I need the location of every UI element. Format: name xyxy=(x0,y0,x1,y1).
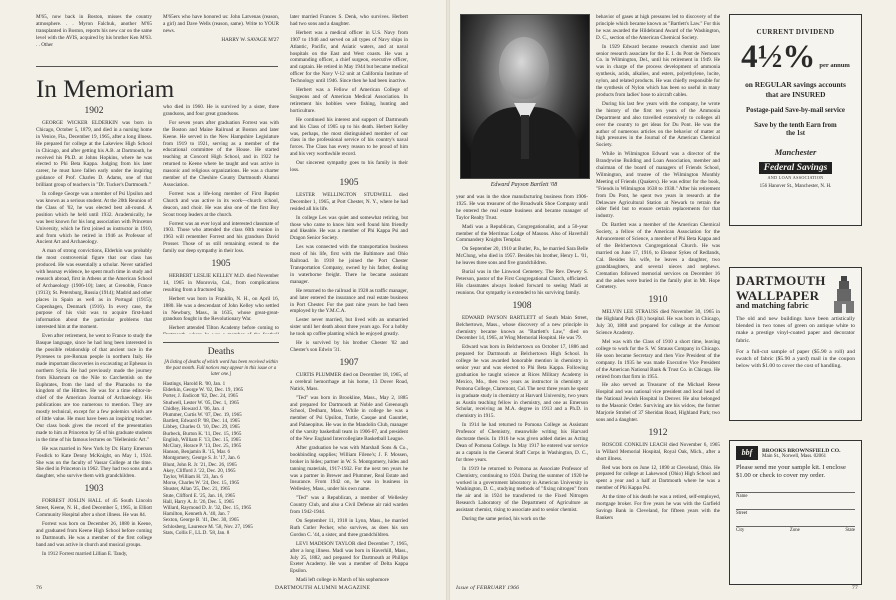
obituary-paragraph: He returned to the railroad in 1928 as traffic manager, and later entered the insurance and real estate business in Port Chester. For the past nine years he had been employed by the Y.M.C.A. xyxy=(290,287,408,315)
obituary-paragraph: Forrest was born on December 26, 1880 in Keene, and graduated from Keene High School before coming to Dartmouth. He was a member of the first college band and was active in church and musical groups. xyxy=(36,520,152,548)
zone-label: Zone xyxy=(789,528,800,533)
death-entry: Libbey, Charles O. '10, Dec. 29, 1965 xyxy=(163,424,240,431)
intro-paragraph: M'65, now back in Boston, misses the country atmosphere. . . Myron Falchuk, another M'65 transplanted in Boston, reports his new car on the same level with the AVIS, acquired by his brother Ken M'63. . . Other xyxy=(36,14,152,48)
death-entry: Stats, Collis F., LL.D. '58, Jan. 8 xyxy=(163,529,230,536)
bank-logo-top: Manchester xyxy=(774,146,817,157)
savings-ad xyxy=(729,14,862,226)
wallpaper-title: DARTMOUTH WALLPAPER xyxy=(736,273,826,303)
death-entry: McClary, Horace P. '13, Dec. 25, 1965 xyxy=(163,443,242,450)
death-entry: Hanson, Benjamin R. '15, Mar. 6 xyxy=(163,449,230,456)
intro-column-right xyxy=(163,14,279,62)
bank-logo xyxy=(730,147,861,180)
obituary-paragraph: For seven years after graduation Forrest was with the Boston and Maine Railroad at Boston and later Keene. He served in the New Hampshire Legislature from 1919 to 1921, serving as a member of the educational committee of the House. He started teaching at Concord High School, and in 1922 he returned to Keene where he taught and was active in masonic and religious organizations. He was a charter member of the Cheshire County Dartmouth Alumni Association. xyxy=(163,119,279,188)
city-zone-state-field[interactable] xyxy=(736,516,855,527)
obituary-paragraph: HERBERT LESLIE KELLEY M.D. died November 14, 1965 in Monrovia, Cal., from complications resulting from a fractured hip. xyxy=(163,273,279,293)
obituary-paragraph: After graduation he was with Marshall Sons & Co., bookbinding supplies; William Filene's; J. F. Mossen, broker in hides; partner in W. S. Montgomery, hides and tanning materials, 1917-1932. For the next ten years he was a partner in Brewer and Plummer, Real Estate and Insurance. From 1942 on, he was in business in Wellesley, Mass., under his own name. xyxy=(290,444,408,493)
photo-caption: Edward Payson Bartlett '08 xyxy=(490,182,558,188)
obituary-paragraph: Herbert was a Fellow of American College of Surgeons and of American Medical Association. In retirement his hobbies were fishing, hunting and horticulture. xyxy=(290,87,408,114)
obituary-paragraph: In college Les was quiet and somewhat retiring, but those who came to know him well found him friendly and likeable. He was a member of Phi Kappa Psi and Dragon Senior Society. xyxy=(290,214,408,242)
obituary-paragraph: In college George was a member of Psi Upsilon and was known as a serious student. At the 20th Reunion of the Class of '02, he was elected best all-round. A position which he held until 1932. Academically, he was best known for his long association with Princeton University, which he first joined as instructor in 1910, and from which he retired in 1946 as Professor of Ancient Art and Archaeology. xyxy=(36,191,152,246)
baker-tower-icon xyxy=(833,274,855,314)
order-coupon xyxy=(729,440,862,585)
obituary-paragraph: year and was in the shoe manufacturing business from 1906-1925. He was treasurer of the Broadwalk Shoe Company until he entered the real estate business and became manager of Taylor Realty Trust. xyxy=(456,194,588,221)
obituary-column-5 xyxy=(596,14,720,582)
obituary-column-2 xyxy=(163,104,279,334)
page-number-right: 77 xyxy=(852,585,858,591)
obituary-column-4 xyxy=(456,194,588,582)
section-title: In Memoriam xyxy=(36,76,175,103)
obituary-paragraph: EDWARD PAYSON BARTLETT of South Main Street, Belchertown, Mass., whose discovery of a new principle in chemistry became known as "Bartlett's Law," died on December 14, 1965, at Wing Memorial Hospital. He was 79. xyxy=(456,314,588,342)
deaths-list xyxy=(163,381,279,536)
death-entry: Studwell, Lester W. '05, Dec. 1, 1965 xyxy=(163,399,240,406)
death-entry: English, William F. '13, Dec. 15, 1965 xyxy=(163,436,241,443)
obituary-paragraph: He is survived by his brother Chester '02 and Chester's son Edwin '31. xyxy=(290,340,408,353)
wallpaper-subtitle: and matching fabric xyxy=(736,301,809,310)
obituary-paragraph: Red was born on June 12, 1890 at Cleveland, Ohio. He prepared for college at Lakewood (Ohio) High School and spent a year and a half at Dartmouth where he was a member of Phi Kappa Psi. xyxy=(596,464,720,492)
company-logo: bbf xyxy=(736,446,758,460)
class-year-heading: 1912 xyxy=(648,427,668,438)
class-year-heading: 1910 xyxy=(648,295,668,306)
class-year-heading: 1905 xyxy=(211,259,231,270)
death-entry: Hamilton, Kenneth A. '40, Jan. 7 xyxy=(163,511,230,518)
obituary-paragraph: A man of strong convictions, Elderkin was probably the most controversial figure that our class has produced. He was essentially a scholar. Never satisfied with hearsay evidence, he spent much time in study and research abroad, first in Athens at the American School of Archaeology (1906-10); later, at Grenoble, France (1913); St. Petersburg, Russia (1914); Madrid and other places in Spain as well as in Portugal (1915); Copenhagen, Denmark (1916). In every case, the purpose of his visit was to acquire first-hand information about the particular problems that interested him at the moment. xyxy=(36,248,152,331)
obituary-paragraph: In 1929 Edward became research chemist and later senior research associate for the E. I. du Pont de Nemours Co. in Wilmington, Del., until his retirement in 1949. He was in charge of the process development of ammonia synthesis, acids, alkalies, and esters, polyethylene, lucite, nylon, and related products. He was chiefly responsible for the synthesis of Nylon which has been so useful in many products from ladies' hose to aircraft cables. xyxy=(596,43,720,98)
wallpaper-description: The old and new buildings have been artistically blended in two tones of green on antique white to make a prestige vinyl-coated paper and decorator fabric. xyxy=(736,316,855,344)
obituary-paragraph: In 1912 Forrest married Lillian E. Tandy, xyxy=(42,550,128,557)
obituary-paragraph: During the same period, his work on the xyxy=(462,516,546,523)
obituary-paragraph: On September 11, 1918 in Lynn, Mass., he married Ruth Cutler Pecker, who survives, as does his son Gordon C. '44, a sister, and three grandchildren. xyxy=(290,518,408,538)
intro-column-left xyxy=(36,14,152,62)
state-label: State xyxy=(845,528,855,533)
death-entry: Stute, Clifford E. '25, Jan. 16, 1965 xyxy=(163,492,235,499)
name-label: Name xyxy=(736,494,748,499)
wallpaper-ad xyxy=(729,267,862,421)
portrait-tie xyxy=(521,115,529,159)
coupon-request: Please send me your sample kit. I enclose $1.00 or check to cover my order. xyxy=(736,464,846,479)
deaths-box xyxy=(163,342,279,585)
company-name: BROOKS BROWNSFIELD CO. xyxy=(762,447,841,454)
obituary-paragraph: Burial was in the Linwood Cemetery. The Rev. Dewey S. Peterson, pastor of the First Congregational Church, officiated. His classmates always looked forward to seeing Madi at reunions. Our sympathy is extended to his surviving family. xyxy=(456,269,588,296)
obituary-paragraph: He also served as Treasurer of the Michael Reese Hospital and was national vice president and local head of the National Jewish Hospital in Denver. He also belonged to the Masonic Order. Surviving are his widow, the former Marjorie Strobel of 37 Sheridan Road, Highland Park; two sons and a daughter. xyxy=(596,382,720,423)
city-label: City xyxy=(736,528,745,533)
obituary-paragraph: In 1919 he returned to Pomona as Associate Professor of Chemistry, continuing to 1924. During the summer of 1920 he worked in a government laboratory in American University in Washington, D. C., studying methods of "fixing nitrogen" from the air and in 1924 he transferred to the Fixed Nitrogen Research Laboratory of the Department of Agriculture as assistant chemist, rising to associate and to senior chemist. xyxy=(456,465,588,514)
obituary-paragraph: later married Frances S. Denk, who survives. Herbert had two sons and a daughter. xyxy=(290,14,408,27)
page-number-left: 76 xyxy=(36,585,42,591)
obituary-paragraph: At the time of his death he was a retired, self-employed, mortgage broker. For five years he was with the Garfield Savings Bank in Cleveland, for fifteen years with the Bankers xyxy=(596,494,720,521)
class-year-heading: 1908 xyxy=(512,300,532,311)
obituary-paragraph: Forrest was an ever loyal and interested classmate of 1903. Those who attended the class 60th reunion in 1963 will remember Forrest and his grandson David Prosser. Those of us still remaining extend to the family our deep sympathy in their loss. xyxy=(163,220,279,255)
obituary-paragraph: CURTIS PLUMMER died on December 18, 1965, of a cerebral hemorrhage at his home, 13 Dover Road, Natick, Mass. xyxy=(290,371,408,392)
obituary-paragraph: While in Wilmington Edward was a director of the Brandywine Building and Loan Association, member and chairman of the board of managers of Friends School, Wilmington, and trustee of the Wilmington Monthly Meeting of Friends (Quakers). He was editor for the book, "Friends in Wilmington 1638 to 1938." After his retirement from Du Pont, he spent two years in research at the Delaware Agricultural Station at Newark to retrain the older field but to ensure certain replacements for that industry. xyxy=(596,151,720,220)
postage-note: Postage-paid Save-by-mail service xyxy=(746,107,845,115)
street-field[interactable] xyxy=(736,499,855,510)
obituary-paragraph: "Ted" was born in Brookline, Mass., May 2, 1885 and prepared for Dartmouth at Noble and Greenough School, Dedham, Mass. While in college he was a member of Psi Upsilon, Turtle, Casque and Gauntlet, and Palaeopitus. He was in the Mandolin Club, manager of the varsity basketball team in 1906-07, and president of the New England Intercollegiate Basketball League. xyxy=(290,394,408,443)
obituary-paragraph: LESTER WELLINGTON STUDWELL died December 1, 1965, at Port Chester, N. Y., where he had resided all his life. xyxy=(290,191,408,212)
obituary-paragraph: ROSCOE CONKLIN LEACH died November 6, 1965 in Willard Memorial Hospital, Royal Oak, Mich., after a short illness. xyxy=(596,441,720,462)
obituary-paragraph: behavior of gases at high pressures led to discovery of the principle which became known as "Bartlett's Law." For this he was awarded the Hildebrand Award of the Washington, D. C., section of the American Chemical Society. xyxy=(596,14,720,41)
death-entry: Schlosberg, Laurence M. '58, Nov. 27, 1965 xyxy=(163,523,253,530)
portrait-head xyxy=(499,37,549,99)
obituary-paragraph: MELVIN LEE STRAUSS died November 30, 1965 in the Highland Park (Ill.) hospital. He was born in Chicago, July 30, 1888 and prepared for college at the Armour Science Academy. xyxy=(596,309,720,337)
obituary-paragraph: He continued his interest and support of Dartmouth and his Class of 1905 up to his death. Herbert Kelley was, perhaps, the most distinguished member of our class in the professional service of his country's naval forces. The Class has every reason to be proud of him and his very worthwhile record. xyxy=(290,116,408,158)
obituary-paragraph: Mel was with the Class of 1910 a short time, leaving college to work for the S. W. Strauss Company in Chicago. He soon became Secretary and then Vice President of the company. In 1935 he was made Executive Vice President of the American National Bank & Trust Co. in Chicago. He retired from that firm in 1955. xyxy=(596,338,720,380)
class-year-heading: 1905 xyxy=(339,177,359,188)
obituary-column-1 xyxy=(36,102,152,582)
death-entry: Hastings, Harold R. '00, Jan. 1 xyxy=(163,381,226,387)
street-label: Street xyxy=(736,511,748,516)
running-head: DARTMOUTH ALUMNI MAGAZINE xyxy=(275,585,371,591)
class-year-heading: 1907 xyxy=(339,357,359,368)
death-entry: Taylor, William H. '23, Jan. 6 xyxy=(163,474,223,481)
bank-address: 156 Hanover St., Manchester, N. H. xyxy=(759,183,832,189)
bank-logo-tag: AND LOAN ASSOCIATION xyxy=(767,174,824,180)
obituary-paragraph: who died in 1960. He is survived by a sister, three grandsons, and four great grandsons. xyxy=(163,104,279,117)
obituary-paragraph: In 1914 he had returned to Pomona College as Assistant Professor of Chemistry, meanwhile writing his Harvard doctorate thesis. In 1916 he was given added duties as Acting Dean of Pomona College. In May 1917 he entered war service as a captain in the General Staff Corps in Washington, D. C., for three years. xyxy=(456,422,588,463)
death-entry: Morse, Charles W. '24, Dec. 15, 1965 xyxy=(163,480,240,487)
obituary-paragraph: LEVI MADISON TAYLOR died December 7, 1965, after a long illness. Madi was born in Haverhill, Mass., July 25, 1882, and prepared for Dartmouth at Phillips Exeter Academy. He was a member of Delta Kappa Epsilon. xyxy=(290,540,408,575)
death-entry: Sexton, George B. '41, Dec. 30, 1965 xyxy=(163,517,239,524)
obituary-paragraph: "Ted" was a Republican, a member of Wellesley Country Club, and also a Civil Defense air raid warden from 1942-1944. xyxy=(290,495,408,516)
dividend-body: on REGULAR savings accounts that are INSURED xyxy=(745,80,846,99)
obituary-paragraph: Herbert was born in Franklin, N. H., on April 16, 1880. He was a descendant of John Kelley who settled in Newbury, Mass., in 1635, whose great-great-grandson fought in the Revolutionary War. xyxy=(163,295,279,323)
dividend-rate: 4½% xyxy=(741,39,816,76)
company-address: Main St., Norwell, Mass. 02061 xyxy=(762,453,827,459)
death-entry: Shuster, Allan '25, Dec. 21, 1965 xyxy=(163,486,231,493)
obituary-paragraph: Our sincerest sympathy goes to his family in their loss. xyxy=(290,160,408,174)
obituary-paragraph: Forrest was a life-long member of First Baptist Church and was active in its work—church school, deacon, and choir. He was also one of the first Boy Scout troop leaders at the church. xyxy=(163,190,279,218)
obituary-paragraph: On September 20, 1910 at Butler, Pa., he married Sara Belle McClung, who died in 1957. Besides his brother, Henry L. '01, he leaves three sons and five grandchildren. xyxy=(456,246,588,267)
dividend-label: CURRENT DIVIDEND xyxy=(756,28,835,36)
coupon-header xyxy=(736,446,855,460)
obituary-paragraph: Dr. Bartlett was a member of the American Chemical Society, a fellow of the American Association for the Advancement of Science, a member of Phi Beta Kappa and of the Belchertown Congregational Church. He was married on June 17, 1916, to Eleanor Sykes of Redlands, Cal. Besides his wife, he leaves a daughter, two granddaughters, and several nieces and nephews. Cremation followed memorial services on December 16 and the ashes were buried in the family plot in Mt. Hope Cemetery. xyxy=(596,222,720,291)
deaths-note: [A listing of deaths of which word has been received within the past month. Full notices may appear in this issue or a later one.] xyxy=(164,360,278,377)
dividend-rate-suffix: per annum xyxy=(819,62,850,70)
issue-line: Issue of FEBRUARY 1966 xyxy=(456,585,520,591)
name-field[interactable] xyxy=(736,482,855,493)
obituary-paragraph: FORREST JOSLIN HALL of 45 South Lincoln Street, Keene, N. H., died December 5, 1965, in Elliott Community Hospital after a short illness. He was 84. xyxy=(36,498,152,519)
obituary-paragraph: Madi was a Republican, Congregationalist, and a 50-year member of the Merrimac Lodge of Masons. Also of Haverhill Commandery Knights Templar. xyxy=(456,223,588,244)
bank-logo-name: Federal Savings xyxy=(759,162,833,174)
obituary-paragraph: GEORGE WICKER ELDERKIN was born in Chicago, October 5, 1879, and died in a nursing home in Venice, Fla., December 19, 1965, after a long illness. He prepared for college at the Lakeview High School in Chicago, and after getting his A.B. at Dartmouth, he received his Ph.D. at Johns Hopkins, where he was elected to Phi Beta Kappa. Judging from his later career, he must have fallen early under the inspiring guidance of Prof. Charles D. Adams, one of that brilliant group of teachers in "Dr. Tucker's Dartmouth." xyxy=(36,120,152,189)
city-label-row xyxy=(736,528,855,533)
death-entry: Elderkin, George W. '02, Dec. 19, 1965 xyxy=(163,387,244,394)
death-entry: Porter, J. Endicott '02, Dec. 24, 1965 xyxy=(163,393,238,400)
class-year-heading: 1902 xyxy=(84,106,104,116)
save-note: Save by the tenth Earn from the 1st xyxy=(754,121,837,138)
obituary-paragraph: Edward was born in Belchertown on October 17, 1886 and prepared for Dartmouth at Belchertown High School. In college he was awarded honorable mention in chemistry in senior year and was elected to Phi Beta Kappa. Following graduation he taught science at Rices Military Academy in Mexico, Mo., then two years as instructor in chemistry at Pomona College, Claremont, Cal. The next three years he spent in graduate study in chemistry at Harvard University, two years as Austin teaching fellow in chemistry, and one as Emerson Scholar, receiving an M.A. degree in 1913 and a Ph.D. in chemistry in 1915. xyxy=(456,344,588,420)
obituary-column-3 xyxy=(290,14,408,582)
class-year-heading: 1903 xyxy=(84,484,104,495)
obituary-paragraph: Lester never married, but lived with an unmarried sister until her death about three years ago. For a hobby he took up coffee planting which he enjoyed greatly. xyxy=(290,317,408,338)
death-entry: Blunt, John R. Jr. '21, Dec. 26, 1965 xyxy=(163,461,237,468)
death-entry: Willard, Raymond D. Jr. '32, Dec. 15, 1965 xyxy=(163,505,252,512)
death-entry: Burbeck, Burton K. '11, Dec. 15, 1965 xyxy=(163,430,242,437)
obituary-paragraph: Madi left college in March of his sophomore xyxy=(296,577,389,582)
deaths-title: Deaths xyxy=(207,347,235,357)
obituary-paragraph: Herbert was a medical officer in U.S. Navy from 1907 to 1946 and served on all types of Navy ships in Atlantic, Pacific, and Asiatic waters, and at naval hospitals on the East and West coasts. He was a commanding officer, a chief surgeon, executive officer, and captain. He retired in May 1944 but became medical officer for the Navy V-12 unit at California Institute of Technology until 1946. Since then he had been inactive. xyxy=(290,29,408,85)
wallpaper-header xyxy=(730,268,861,314)
obituary-paragraph: During his last few years with the company, he wrote the history of the first ten years of the Ammonia Department and also travelled extensively to colleges all over the country to get ideas for Du Pont. He was the author of numerous articles on the behavior of matter at high pressures in the Journal of the American Chemical Society. xyxy=(596,100,720,149)
dividend-rate-row xyxy=(730,40,861,74)
obituary-paragraph: Les was connected with the transportation business most of his life, first with the Baltimore and Ohio Railroad. In 1918 he joined the Port Chester Transportation Company, owned by his father, dealing in waterborne freight. There he became assistant manager. xyxy=(290,244,408,285)
obituary-paragraph: Herbert attended Tilton Academy before coming to xyxy=(169,325,279,332)
death-entry: Chidley, Howard J. '06, Jan. 4 xyxy=(163,405,224,412)
wallpaper-order-note: For a full-cut sample of paper ($5.90 a roll) and swatch of fabric ($5.90 a yard) mail in the coupon below with $1.00 to cover the cost of handling. xyxy=(736,348,855,370)
death-entry: Plummer, Curtis W. '07, Dec. 19, 1965 xyxy=(163,412,242,419)
obituary-paragraph: Even after retirement, he went to France to study the Basque language, since he had long been interested in the possible relationship of that ancient race in the Pyrenees to pre-Roman people in northern Italy. He made important discoveries in excavating at Ephesus in northern Syria. He had previously made the journey from Khartoum on the Nile to Carchemish on the Euphrates, from the land of the Pharaohs to the kingdom of the Hittites. He was for a time editor-in-chief of the American Journal of Archaeology. His publications are too numerous to mention. They are mostly technical, except for a few polemics which are of little value. He must have been an inspiring teacher. Our class book gives the record of the presentation made to him at Princeton by 56 of his graduate students in the time of his famous lectures on "Hellenistic Art." xyxy=(36,333,152,443)
death-entry: Montgomery, George S. Jr. '17, Jan. 6 xyxy=(163,455,240,462)
portrait-photo xyxy=(460,14,590,179)
company-info xyxy=(762,448,840,459)
intro-signature: HARRY W. SAVAGE M'27 xyxy=(221,36,279,43)
death-entry: Bartlett, Edward P. '08, Dec. 14, 1965 xyxy=(163,418,240,425)
title-rule xyxy=(36,66,278,67)
intro-paragraph: M'65ers who have honored us: John Latvenas (reason, a girl) and Dave Wells (reason, same). Write to YOUR news. xyxy=(163,14,279,34)
death-entry: Hall, Harry A. Jr. '26, Dec. 5, 1965 xyxy=(163,498,234,505)
obituary-paragraph: He was married in New York by Dr. Harry Emerson Fosdick to Kate Denny McKnight, on May 1, 1924. She was on the faculty of Vassar College at the time. She died in Princeton in 1962. They had two sons and a daughter, who survive them with grandchildren. xyxy=(36,445,152,480)
death-entry: Akey, Clifford J. '22, Dec. 20, 1965 xyxy=(163,467,236,474)
